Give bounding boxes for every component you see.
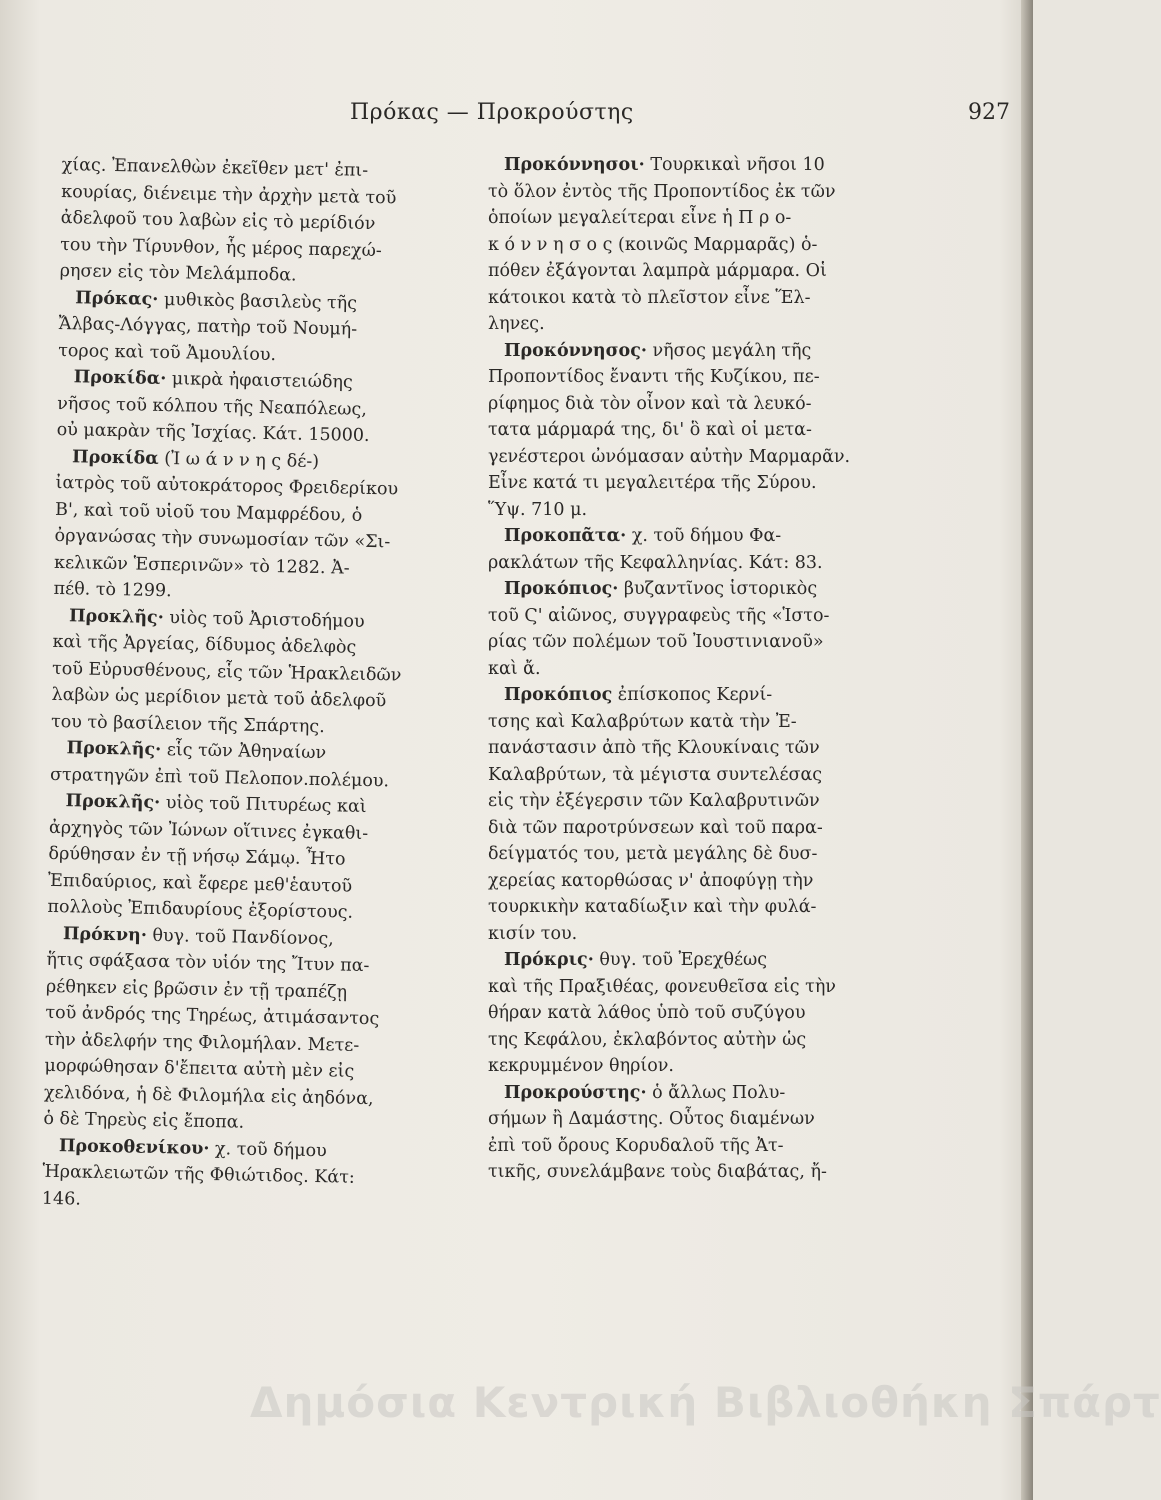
entry-text: οὐ μακρὰν τῆς Ἰσχίας. Κάτ. 15000. [56,419,370,446]
text-line [488,629,836,656]
entry-text: δρύθησαν ἐν τῇ νήσῳ Σάμῳ. Ἦτο [48,843,346,870]
entry-text: ἐπὶ τοῦ ὄρους Κορυδαλοῦ τῆς Ἀτ- [488,1135,784,1156]
entry-text: ρίας τῶν πολέμων τοῦ Ἰουστινιανοῦ» [488,632,824,652]
text-line [488,603,836,630]
entry-text: κ ό ν ν η σ ο ς (κοινῶς Μαρμαρᾶς) ὁ- [488,234,818,255]
entry-text: ὁποίων μεγαλείτεραι εἶνε ἡ Π ρ ο- [488,208,792,228]
text-line [488,338,836,365]
entry-headword: Προκίδα [71,446,159,469]
entry-text: (Ἰ ω ά ν ν η ς δέ-) [158,448,320,472]
entry-text: χίας. Ἐπανελθὼν ἐκεῖθεν μετ' ἐπι- [61,154,369,181]
entry-text: εἷς τῶν Ἀθηναίων [161,740,327,764]
entry-headword: Προκόννησος· [504,340,647,361]
entry-text: χ. τοῦ δήμου [209,1138,327,1161]
entry-text: χερείας κατορθώσας ν' ἀποφύγῃ τὴν [488,870,814,891]
text-line [488,523,836,550]
entry-text: ληνες. [488,314,545,334]
entry-text: πόθεν ἐξάγονται λαμπρὰ μάρμαρα. Οἱ [488,261,827,281]
entry-text: ὀργανώσας τὴν συνωμοσίαν τῶν «Σι- [54,525,391,553]
entry-headword: Πρόκας· [75,287,159,310]
entry-text: Ἐπιδαύριος, καὶ ἔφερε μεθ'ἑαυτοῦ [47,870,353,897]
text-line [488,152,836,179]
entry-text: Ἄλβας-Λόγγας, πατὴρ τοῦ Νουμή- [58,313,358,340]
entry-text: πανάστασιν ἀπὸ τῆς Κλουκίναις τῶν [488,738,820,758]
entry-text: Β', καὶ τοῦ υἱοῦ του Μαμφρέδου, ὁ [54,499,363,526]
entry-text: στρατηγῶν ἐπὶ τοῦ Πελοπον.πολέμου. [49,764,390,791]
entry-text: υἱὸς τοῦ Ἀριστοδήμου [163,607,365,632]
text-line [488,391,836,418]
entry-text: Καλαβρύτων, τὰ μέγιστα συντελέσας [488,764,823,785]
text-line [488,285,836,312]
text-line [488,682,836,709]
entry-headword: Προκόπιος· [504,579,619,599]
entry-text: Ὕψ. 710 μ. [488,499,588,520]
entry-headword: Προκλῆς· [65,791,161,814]
text-line [488,576,836,603]
entry-headword: Προκοπᾶτα· [504,526,627,546]
text-line [488,179,836,206]
entry-text: Ἡρακλειωτῶν τῆς Φθιώτιδος. Κάτ: [42,1161,355,1188]
entry-headword: Προκόπιος [504,685,613,705]
entry-text: τοῦ Εὐρυσθένους, εἷς τῶν Ἡρακλειδῶν [51,658,402,686]
entry-headword: Προκοθενίκου· [58,1135,210,1159]
entry-text: τοῦ ἀνδρός της Τηρέως, ἀτιμάσαντος [45,1002,380,1030]
entry-text: ἀρχηγὸς τῶν Ἰώνων οἵτινες ἐγκαθι- [48,817,369,844]
entry-text: καὶ τῆς Ἀργείας, δίδυμος ἀδελφὸς [52,631,357,658]
entry-text: ρησεν εἰς τὸν Μελάμποδα. [59,260,297,286]
entry-text: ρακλάτων τῆς Κεφαλληνίας. Κάτ: 83. [488,552,823,573]
entry-headword: Προκρούστης· [504,1082,647,1103]
entry-text: ἐπίσκοπος Κερνί- [612,685,773,705]
left-column [42,152,447,1219]
entry-text: καὶ ἄ. [488,658,541,679]
text-line [488,311,836,338]
entry-text: τικῆς, συνελάμβανε τοὺς διαβάτας, ἤ- [488,1162,827,1182]
text-line [488,417,836,444]
entry-text: τὸ ὅλον ἐντὸς τῆς Προποντίδος ἐκ τῶν [488,181,836,202]
entry-text: ρίφημος διὰ τὸν οἶνον καὶ τὰ λευκό- [488,393,812,414]
entry-text: λαβὼν ὡς μερίδιον μετὰ τοῦ ἀδελφοῦ [51,684,387,712]
page-number: 927 [968,100,1010,125]
text-line [488,841,836,868]
text-line [488,364,836,391]
text-line [488,1027,836,1054]
entry-text: κάτοικοι κατὰ τὸ πλεῖστον εἶνε Ἕλ- [488,287,811,308]
text-line [488,470,836,497]
entry-text: μυθικὸς βασιλεὺς τῆς [158,289,358,314]
text-line [488,444,851,471]
entry-text: θήραν κατὰ λάθος ὑπὸ τοῦ συζύγου [488,1003,806,1023]
text-line [488,894,836,921]
text-line [488,788,836,815]
entry-text: της Κεφάλου, ἐκλαβόντος αὐτὴν ὡς [488,1029,807,1050]
entry-text: κελικῶν Ἑσπερινῶν» τὸ 1282. Ἀ- [53,552,350,579]
entry-text: νῆσος μεγάλη τῆς [646,340,812,361]
text-line [488,550,836,577]
entry-text: ὁ ἄλλως Πολυ- [646,1082,786,1103]
library-watermark: Δημόσια Κεντρική Βιβλιοθήκη Σπάρτ [250,1378,1161,1427]
entry-text: δείγματός του, μετὰ μεγάλης δὲ δυσ- [488,844,818,864]
entry-text: Εἶνε κατά τι μεγαλειτέρα τῆς Σύρου. [488,473,817,493]
entry-text: ρέθηκεν εἰς βρῶσιν ἐν τῇ τραπέζῃ [45,976,348,1003]
text-line [488,815,836,842]
text-line [488,1000,836,1027]
entry-text: ὁ δὲ Τηρεὺς εἰς ἔποπα. [43,1108,245,1133]
text-line [488,205,836,232]
running-title: Πρόκας — Προκρούστης [350,100,634,125]
entry-text: 146. [41,1188,82,1210]
entry-text: σήμων ἢ Δαμάστης. Οὗτος διαμένων [488,1109,815,1129]
entry-text: υἱὸς τοῦ Πιτυρέως καὶ [160,793,367,817]
entry-text: γενέστεροι ὠνόμασαν αὐτὴν Μαρμαρᾶν. [488,446,851,467]
text-line [488,656,836,683]
text-line [488,1053,836,1080]
entry-text: του τὸ βασίλειον τῆς Σπάρτης. [50,711,325,737]
entry-text: τὴν ἀδελφήν της Φιλομήλαν. Μετε- [44,1029,360,1056]
entry-text: κουρίας, διένειμε τὴν ἀρχὴν μετὰ τοῦ [61,181,397,208]
text-line [488,1080,836,1107]
entry-text: πολλοὺς Ἐπιδαυρίους ἐξορίστους. [47,896,354,923]
right-column [488,152,851,1186]
page-header [60,100,1020,140]
entry-text: εἰς τὴν ἐξέγερσιν τῶν Καλαβρυτινῶν [488,791,820,811]
entry-text: θυγ. τοῦ Ἐρεχθέως [593,950,768,970]
text-line [488,1106,836,1133]
entry-text: Τουρκικαὶ νῆσοι 10 [644,155,825,175]
entry-text: κεκρυμμένον θηρίον. [488,1056,674,1076]
entry-text: τορος καὶ τοῦ Ἀμουλίου. [57,340,277,365]
entry-text: ἥτις σφάξασα τὸν υἱόν της Ἴτυν πα- [46,949,370,977]
entry-text: ἰατρὸς τοῦ αὐτοκράτορος Φρειδερίκου [55,472,399,500]
entry-text: βυζαντῖνος ἱστορικὸς [618,579,818,599]
text-line [488,974,836,1001]
entry-text: του τὴν Τίρυνθον, ἧς μέρος παρεχώ- [60,234,383,261]
text-line [488,709,836,736]
entry-text: πέθ. τὸ 1299. [53,578,172,602]
entry-text: θυγ. τοῦ Πανδίονος, [146,925,334,949]
entry-headword: Προκλῆς· [68,605,164,628]
entry-headword: Προκλῆς· [66,738,162,761]
text-line [488,1159,836,1186]
page-edge-shadow [1021,0,1033,1500]
entry-text: ἀδελφοῦ του λαβὼν εἰς τὸ μερίδιόν [60,207,376,235]
entry-text: χελιδόνα, ἡ δὲ Φιλομήλα εἰς ἀηδόνα, [43,1082,374,1109]
text-line [488,868,836,895]
entry-text: τσης καὶ Καλαβρύτων κατὰ τὴν Ἐ- [488,711,797,732]
entry-text: τουρκικὴν καταδίωξιν καὶ τὴν φυλά- [488,897,817,917]
text-line [488,921,836,948]
entry-headword: Πρόκρις· [504,950,594,970]
entry-text: μορφώθησαν δ'ἔπειτα αὐτὴ μὲν εἰς [44,1055,355,1082]
entry-headword: Προκίδα· [73,367,167,390]
text-line [488,258,836,285]
entry-headword: Προκόννησοι· [504,155,645,175]
entry-headword: Πρόκνη· [62,923,148,946]
text-line [488,947,836,974]
entry-text: Προποντίδος ἔναντι τῆς Κυζίκου, πε- [488,367,820,387]
text-line [488,762,836,789]
entry-text: χ. τοῦ δήμου Φα- [626,526,782,546]
text-line [488,735,836,762]
text-line [488,232,836,259]
entry-text: μικρὰ ἠφαιστειώδης [166,369,353,393]
text-line [488,497,836,524]
entry-text: καὶ τῆς Πραξιθέας, φονευθεῖσα εἰς τὴν [488,976,836,997]
entry-text: τατα μάρμαρά της, δι' ὃ καὶ οἱ μετα- [488,420,812,440]
entry-text: κισίν του. [488,923,578,944]
entry-text: διὰ τῶν παροτρύνσεων καὶ τοῦ παρα- [488,817,823,838]
text-line [488,1133,836,1160]
entry-text: τοῦ Ϛ' αἰῶνος, συγγραφεὺς τῆς «Ἱστο- [488,605,830,626]
entry-text: νῆσος τοῦ κόλπου τῆς Νεαπόλεως, [56,393,368,420]
